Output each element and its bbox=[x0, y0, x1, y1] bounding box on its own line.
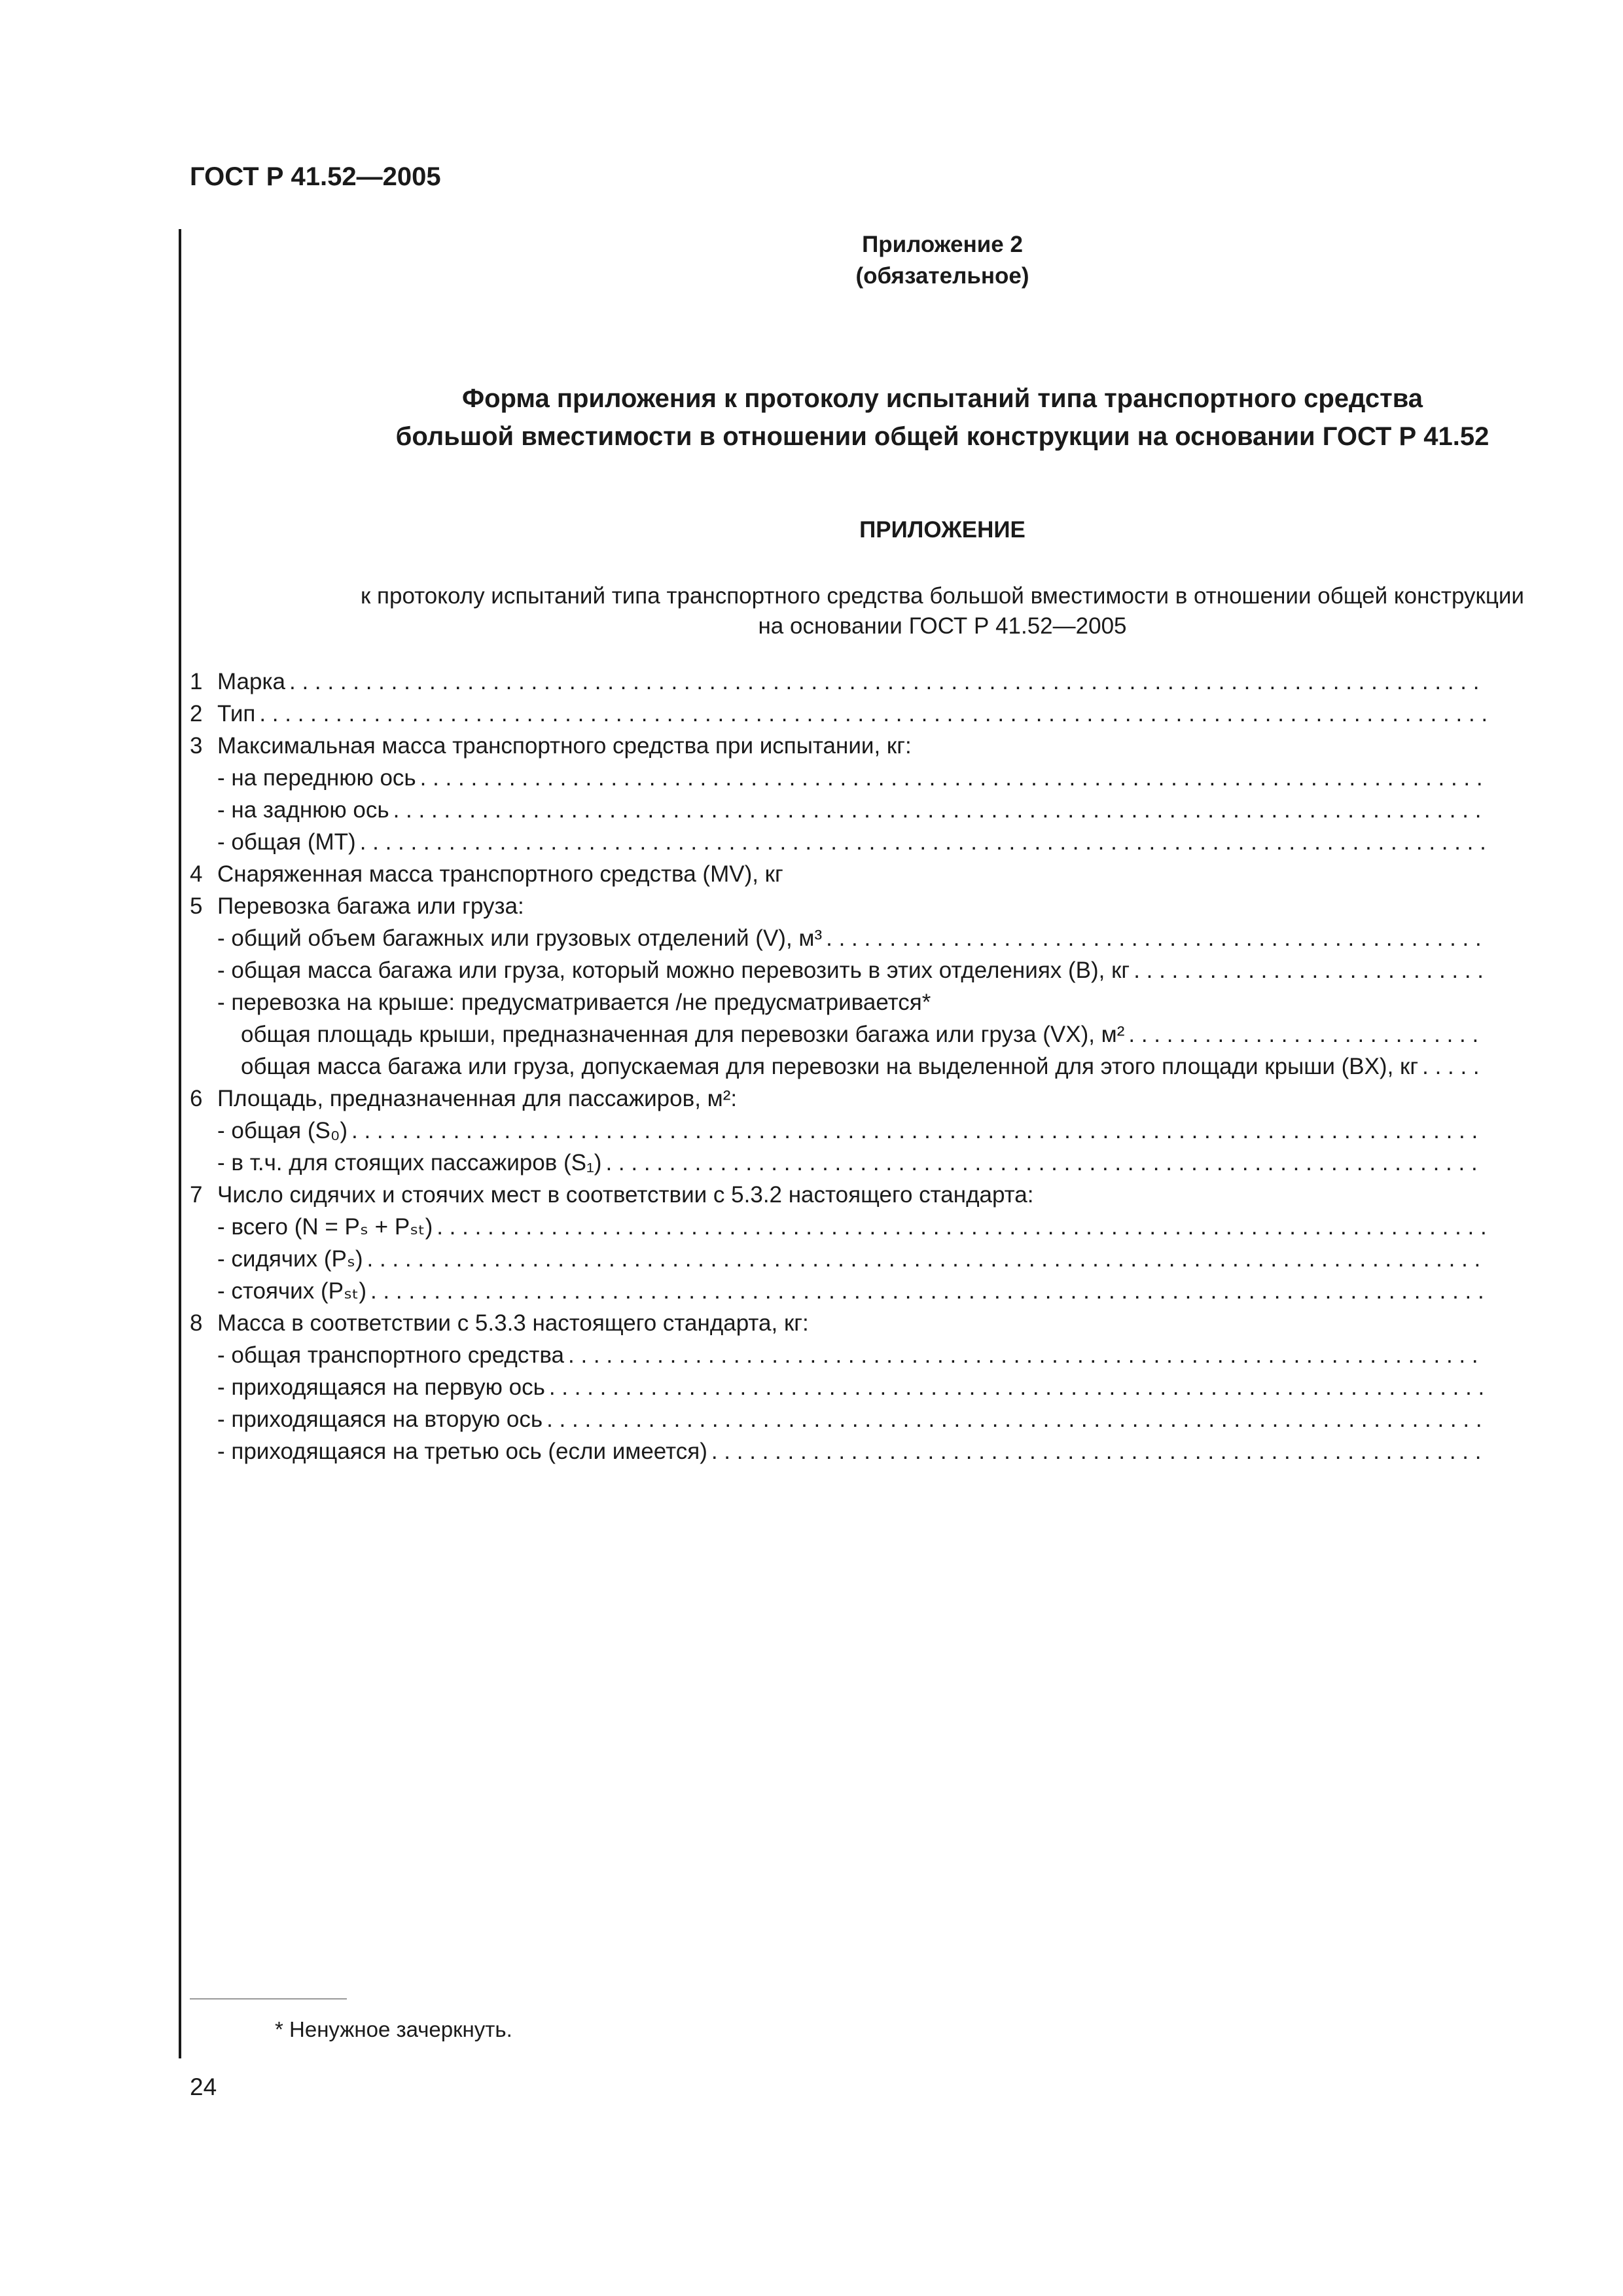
form-item bbox=[190, 1054, 1486, 1086]
dot-leader bbox=[568, 1342, 1486, 1369]
dot-leader bbox=[1133, 958, 1486, 984]
item-text: - сидячих (Pₛ) bbox=[217, 1246, 363, 1272]
item-text: Марка bbox=[217, 669, 286, 694]
annex-title bbox=[183, 229, 1623, 292]
item-text: общая масса багажа или груза, допускаемая для перевозки на выделенной для этого площади крыши (BX), кг bbox=[241, 1054, 1419, 1079]
dot-leader bbox=[711, 1439, 1486, 1465]
form-item bbox=[190, 958, 1486, 990]
item-text: - общая транспортного средства bbox=[217, 1342, 565, 1368]
form-title-line-2: большой вместимости в отношении общей конструкции на основании ГОСТ Р 41.52 bbox=[395, 422, 1489, 451]
item-text: Снаряженная масса транспортного средства (MV), кг bbox=[217, 861, 783, 887]
form-item bbox=[190, 1246, 1486, 1278]
dot-leader bbox=[605, 1150, 1486, 1176]
item-text: - на переднюю ось bbox=[217, 765, 416, 791]
document-code: ГОСТ Р 41.52—2005 bbox=[190, 162, 441, 191]
dot-leader bbox=[370, 1278, 1486, 1304]
form-title bbox=[183, 380, 1623, 456]
item-text: - общая (MT) bbox=[217, 829, 356, 855]
item-text: - всего (N = Pₛ + Pₛₜ) bbox=[217, 1214, 433, 1240]
dot-leader bbox=[437, 1214, 1486, 1240]
item-text: Максимальная масса транспортного средства при испытании, кг: bbox=[217, 733, 912, 759]
form-item bbox=[190, 1150, 1486, 1182]
dot-leader bbox=[420, 765, 1486, 791]
dot-leader bbox=[1422, 1054, 1486, 1080]
item-number: 1 bbox=[190, 669, 203, 694]
form-item bbox=[190, 1118, 1486, 1150]
form-items-list bbox=[190, 669, 1486, 1471]
item-number: 6 bbox=[190, 1086, 203, 1111]
item-number: 7 bbox=[190, 1182, 203, 1208]
item-text: Тип bbox=[217, 701, 256, 726]
form-item bbox=[190, 893, 1486, 925]
item-text: - общая масса багажа или груза, который можно перевозить в этих отделениях (B), кг bbox=[217, 958, 1130, 983]
form-item bbox=[190, 797, 1486, 829]
dot-leader bbox=[1128, 1022, 1486, 1048]
annex-number: Приложение 2 bbox=[862, 232, 1023, 257]
dot-leader bbox=[259, 701, 1486, 727]
dot-leader bbox=[549, 1374, 1486, 1401]
item-number: 4 bbox=[190, 861, 203, 887]
form-item bbox=[190, 861, 1486, 893]
item-text: - на заднюю ось bbox=[217, 797, 389, 823]
item-text: Площадь, предназначенная для пассажиров, м²: bbox=[217, 1086, 738, 1111]
footnote: * Ненужное зачеркнуть. bbox=[275, 2017, 512, 2041]
form-item bbox=[190, 1374, 1486, 1407]
form-item bbox=[190, 1439, 1486, 1471]
form-item bbox=[190, 1086, 1486, 1118]
form-title-line-1: Форма приложения к протоколу испытаний типа транспортного средства bbox=[461, 384, 1423, 413]
annex-status: (обязательное) bbox=[855, 263, 1029, 289]
form-item bbox=[190, 765, 1486, 797]
item-text: - общий объем багажных или грузовых отделений (V), м³ bbox=[217, 925, 823, 951]
item-text: - в т.ч. для стоящих пассажиров (S₁) bbox=[217, 1150, 602, 1175]
dot-leader bbox=[367, 1246, 1486, 1272]
item-text: - приходящаяся на первую ось bbox=[217, 1374, 545, 1400]
dot-leader bbox=[393, 797, 1486, 823]
form-item bbox=[190, 733, 1486, 765]
form-item bbox=[190, 669, 1486, 701]
form-item bbox=[190, 1214, 1486, 1246]
footnote-rule bbox=[190, 1998, 347, 2000]
dot-leader bbox=[351, 1118, 1486, 1144]
item-text: Число сидячих и стоячих мест в соответствии с 5.3.2 настоящего стандарта: bbox=[217, 1182, 1034, 1208]
form-item bbox=[190, 829, 1486, 861]
item-text: Перевозка багажа или груза: bbox=[217, 893, 524, 919]
page-number: 24 bbox=[190, 2073, 217, 2100]
item-text: - перевозка на крыше: предусматривается /не предусматривается* bbox=[217, 990, 931, 1015]
section-heading: ПРИЛОЖЕНИЕ bbox=[859, 517, 1026, 543]
item-number: 2 bbox=[190, 701, 203, 726]
dot-leader bbox=[546, 1407, 1486, 1433]
form-item bbox=[190, 1310, 1486, 1342]
dot-leader bbox=[826, 925, 1486, 952]
dot-leader bbox=[289, 669, 1486, 695]
item-text: - общая (S₀) bbox=[217, 1118, 348, 1143]
section-subtitle bbox=[183, 581, 1623, 641]
form-item bbox=[190, 1342, 1486, 1374]
margin-rule bbox=[179, 229, 181, 2058]
form-item bbox=[190, 1278, 1486, 1310]
item-number: 3 bbox=[190, 733, 203, 759]
item-number: 8 bbox=[190, 1310, 203, 1336]
item-text: - приходящаяся на третью ось (если имеется) bbox=[217, 1439, 707, 1464]
form-item bbox=[190, 990, 1486, 1022]
item-text: общая площадь крыши, предназначенная для перевозки багажа или груза (VX), м² bbox=[241, 1022, 1125, 1047]
item-text: - стоячих (Pₛₜ) bbox=[217, 1278, 366, 1304]
form-item bbox=[190, 1407, 1486, 1439]
form-item bbox=[190, 925, 1486, 958]
form-item bbox=[190, 1022, 1486, 1054]
dot-leader bbox=[360, 829, 1486, 855]
section-subtitle-line-1: к протоколу испытаний типа транспортного средства большой вместимости в отношении общей конструкции bbox=[361, 583, 1524, 609]
item-number: 5 bbox=[190, 893, 203, 919]
section-subtitle-line-2: на основании ГОСТ Р 41.52—2005 bbox=[758, 613, 1127, 639]
item-text: - приходящаяся на вторую ось bbox=[217, 1407, 543, 1432]
form-item bbox=[190, 1182, 1486, 1214]
form-item bbox=[190, 701, 1486, 733]
item-text: Масса в соответствии с 5.3.3 настоящего стандарта, кг: bbox=[217, 1310, 809, 1336]
